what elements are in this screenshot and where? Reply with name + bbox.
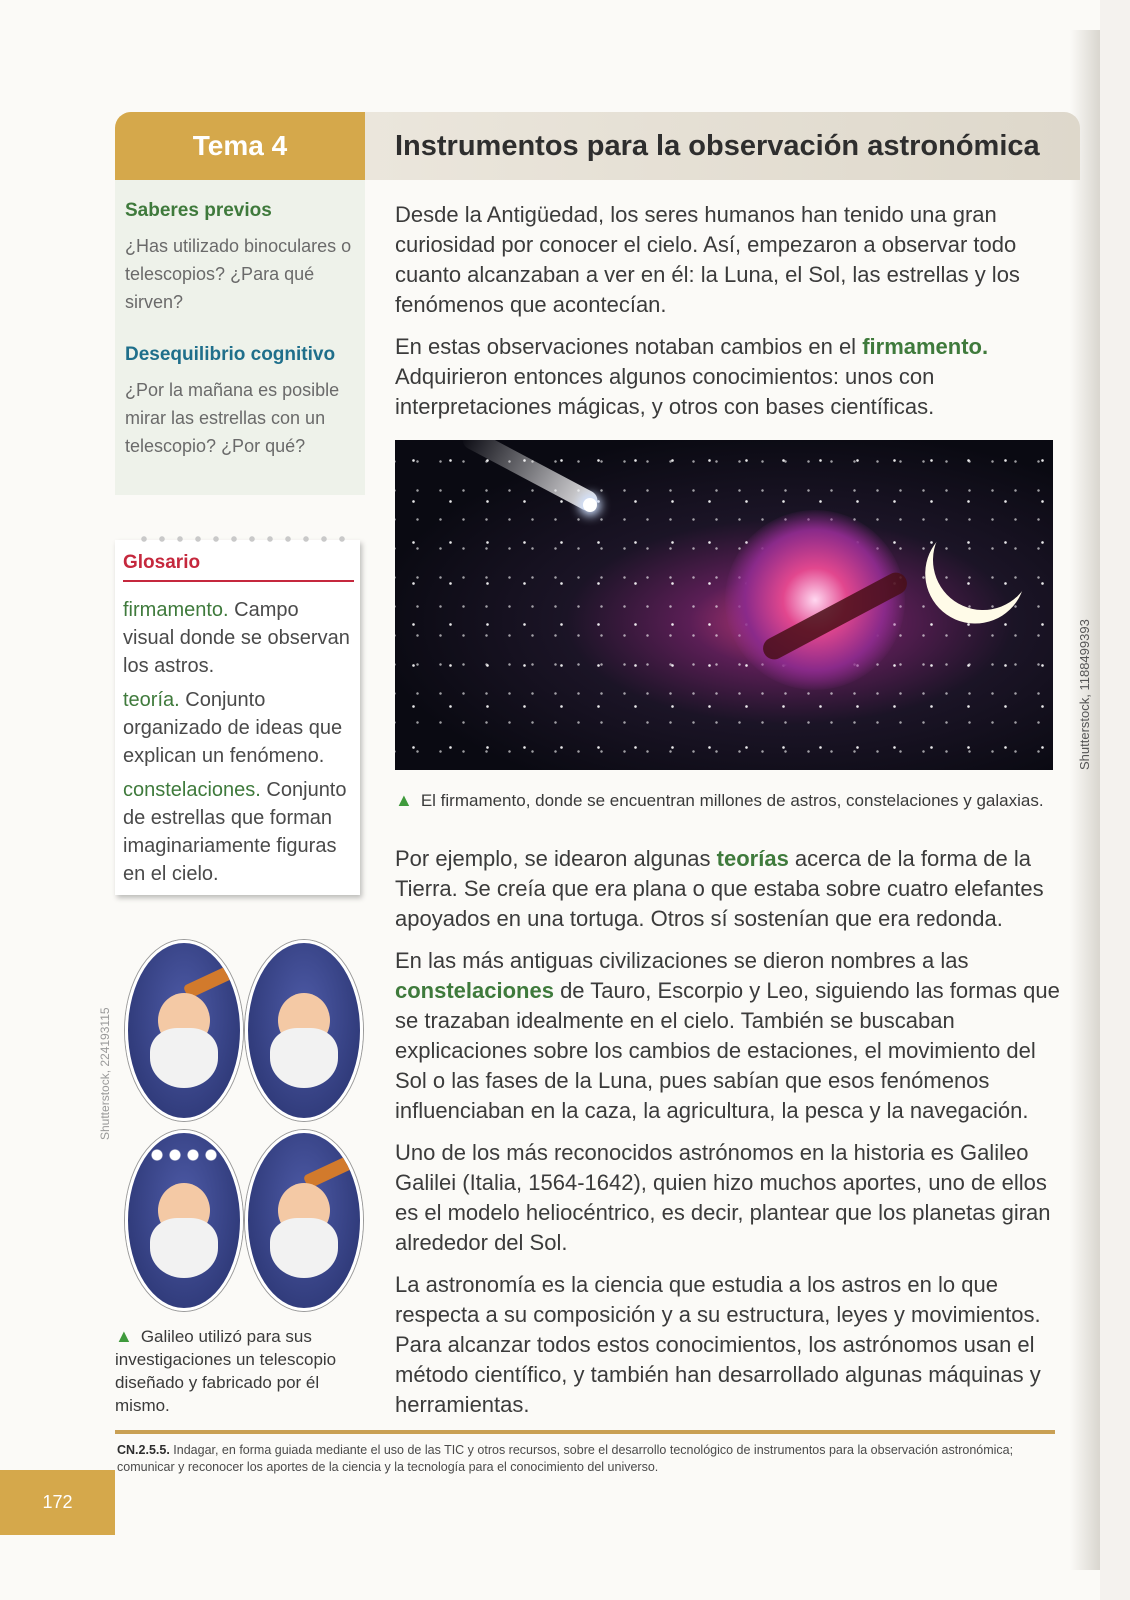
paragraph-2-text-end: Adquirieron entonces algunos conocimientos: unos con interpretaciones mágicas, y otros con bases científicas. [395,364,935,419]
glosario-box [115,540,360,895]
paragraph-4 [395,946,1060,1126]
galileo-illustration [115,940,360,1415]
glosario-definition: Campo visual donde se observan los astros. [123,599,350,677]
glosario-entry [123,776,354,888]
saberes-box [115,180,365,495]
paragraph-6: La astronomía es la ciencia que estudia a los astros en lo que respecta a su composición y a su estructura, leyes y movimientos. Para alcanzar todos estos conocimientos, los astrónomos usan el método científico, y también han desarrollado algunas máquinas y herramientas. [395,1272,1041,1417]
photo-caption [395,788,1055,813]
skill-description: Indagar, en forma guiada mediante el uso de las TIC y otros recursos, sobre el desarrollo tecnológico de instrumentos para la observación astronómica; comunicar y reconocer los aportes de la ciencia y la tecnología para el conocimiento del universo. [117,1443,1014,1474]
comet-icon [583,498,597,512]
triangle-bullet-icon: ▲ [395,790,413,810]
term-teorias: teorías [716,846,789,871]
paragraph-3-text: Por ejemplo, se idearon algunas [395,846,717,871]
triangle-bullet-icon: ▲ [115,1326,133,1346]
moon-phases-icon [148,1148,218,1162]
photo-caption-text: El firmamento, donde se encuentran millones de astros, constelaciones y galaxias. [420,791,1044,810]
desequilibrio-text: ¿Por la mañana es posible mirar las estrellas con un telescopio? ¿Por qué? [125,380,340,456]
galileo-moon-phases-oval [125,1130,243,1311]
glosario-term: firmamento. [123,599,229,621]
glosario-definition: Conjunto organizado de ideas que explican un fenómeno. [123,689,343,767]
footer-divider [115,1430,1055,1434]
galileo-thinking-oval [245,940,363,1121]
glosario-entry [123,596,354,680]
desequilibrio-title: Desequilibrio cognitivo [125,344,336,365]
paragraph-3 [395,844,1060,934]
main-text-bottom [395,844,1060,1432]
term-constelaciones: constelaciones [395,978,554,1003]
paragraph-3-text-end: acerca de la forma de la Tierra. Se creía que era plana o que estaba sobre cuatro elefantes apoyados en una tortuga. Otros sí sostenían que era redonda. [395,846,1044,931]
galileo-telescope-oval [125,940,243,1121]
photo-credit: Shutterstock, 1188499393 [1077,619,1092,770]
paragraph-4-text-end: de Tauro, Escorpio y Leo, siguiendo las formas que se trazaban idealmente en el cielo. También se buscaban explicaciones sobre los cambios de estaciones, el movimiento del Sol o las fases de la Luna, pues sabían que esos fenómenos influenciaban en la caza, la agricultura, la pesca y la navegación. [395,978,1060,1123]
galileo-caption [115,1325,355,1417]
glosario-term: teoría. [123,689,180,711]
galileo-credit: Shutterstock, 224193115 [98,1007,112,1140]
stars-field [395,440,1053,770]
page-number: 172 [0,1470,115,1535]
galileo-caption-text: Galileo utilizó para sus investigaciones un telescopio diseñado y fabricado por él mismo. [115,1327,337,1415]
term-firmamento: firmamento. [862,334,989,359]
paragraph-2 [395,332,1060,422]
paragraph-4-text: En las más antiguas civilizaciones se dieron nombres a las [395,948,969,973]
skill-code: CN.2.5.5. [117,1443,170,1457]
saberes-text: ¿Has utilizado binoculares o telescopios? ¿Para qué sirven? [125,236,352,312]
tema-label: Tema 4 [115,112,365,180]
page-title: Instrumentos para la observación astronómica [395,129,1040,162]
paragraph-2-text: En estas observaciones notaban cambios en el [395,334,863,359]
galileo-beard [150,1218,218,1278]
paragraph-5: Uno de los más reconocidos astrónomos en la historia es Galileo Galilei (Italia, 1564-1642), quien hizo muchos aportes, uno de ellos es el modelo heliocéntrico, es decir, plantear que los planetas giran alrededor del Sol. [395,1140,1051,1255]
main-text-top [395,200,1060,434]
night-sky-photo [395,440,1053,770]
galileo-beard [150,1028,218,1088]
spiral-binding-dots [135,534,355,544]
glosario-title: Glosario [123,552,354,582]
glosario-term: constelaciones. [123,779,261,801]
paragraph-1: Desde la Antigüedad, los seres humanos han tenido una gran curiosidad por conocer el cielo. Así, empezaron a observar todo cuanto alcanzaban a ver en él: la Luna, el Sol, las estrellas y los fenómenos que acontecían. [395,202,1020,317]
saberes-title: Saberes previos [125,200,272,221]
title-bar [365,112,1080,180]
galileo-beard [270,1218,338,1278]
page-edge-shadow [1070,30,1100,1570]
glosario-definition: Conjunto de estrellas que forman imaginariamente figuras en el cielo. [123,779,347,885]
galileo-beard [270,1028,338,1088]
galileo-building-oval [245,1130,363,1311]
glosario-entry [123,686,354,770]
footer-skill-text [117,1442,1062,1476]
